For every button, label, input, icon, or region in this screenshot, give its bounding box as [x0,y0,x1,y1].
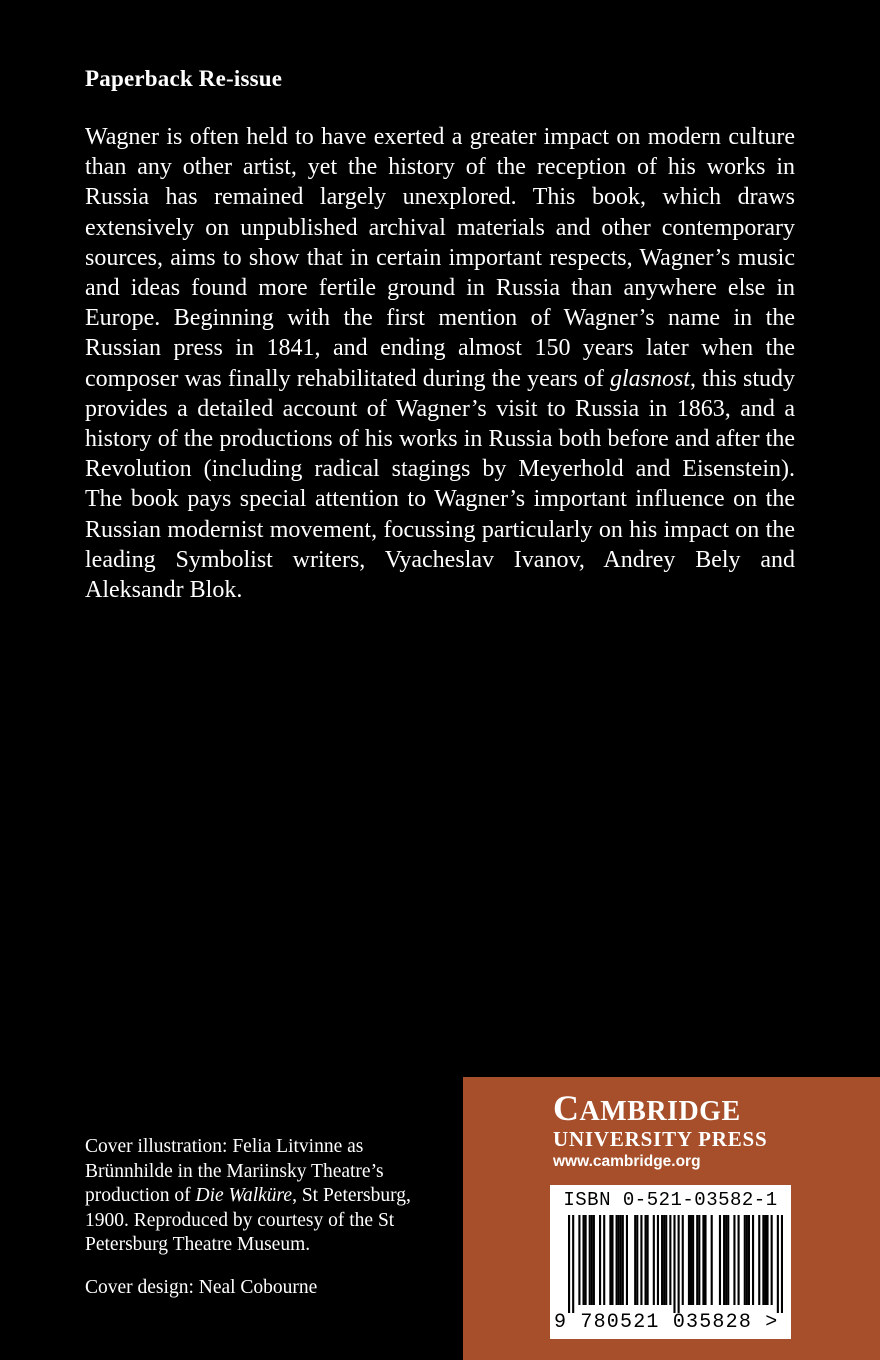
barcode-bars [568,1215,783,1313]
isbn-text: ISBN 0-521-03582-1 [563,1189,778,1211]
description-text-part-2: , this study provides a detailed account of Wagner’s visit to Russia in 1863, and a history of the productions of his works in Russia both before and after the Revolution (including radical stagings by Meyerhold and Eisenstein). The book pays special attention to Wagner’s important influence on the Russian modernist movement, focussing particularly on his impact on the leading Symbolist writers, Vyacheslav Ivanov, Andrey Bely and Aleksandr Blok. [85,365,796,604]
barcode-bar [738,1215,740,1305]
barcode-bar [661,1215,663,1305]
barcode-bar [673,1215,675,1313]
publisher-name-rest: AMBRIDGE [579,1096,741,1127]
barcode-bar [647,1215,649,1305]
barcode-bar [603,1215,605,1305]
barcode-bar [616,1215,618,1305]
barcode-bar [727,1215,729,1305]
barcode-bar [719,1215,721,1305]
barcode-bar [663,1215,665,1305]
barcode-bar [752,1215,754,1305]
barcode-bar [653,1215,655,1305]
barcode-bar [725,1215,727,1305]
barcode-bar [702,1215,704,1305]
publisher-name-initial: C [553,1088,580,1128]
barcode-bar [665,1215,667,1305]
barcode-bar [711,1215,713,1305]
barcode-bar [585,1215,587,1305]
ean-number: 9 780521 035828 > [554,1311,779,1334]
barcode-bar [589,1215,591,1305]
section-heading: Paperback Re-issue [85,66,283,91]
barcode-bar [634,1215,636,1305]
credit-italic-title: Die Walküre [195,1185,293,1206]
barcode-bar [692,1215,694,1305]
barcode-bar [766,1215,768,1305]
barcode-bar [678,1215,680,1313]
publisher-url: www.cambridge.org [553,1153,701,1170]
barcode-bar [636,1215,638,1305]
barcode-bar [611,1215,613,1305]
barcode-bar [733,1215,735,1305]
barcode-bar [762,1215,764,1305]
barcode-bar [696,1215,698,1305]
barcode-bar [599,1215,601,1305]
barcode-bar [704,1215,706,1305]
barcode-bar [690,1215,692,1305]
barcode-bar [568,1215,570,1313]
barcode-bar [723,1215,725,1305]
barcode-bar [572,1215,574,1313]
barcode-bar [609,1215,611,1305]
barcode-bar [620,1215,622,1305]
publisher-subtitle: UNIVERSITY PRESS [553,1127,768,1151]
barcode-bar [746,1215,748,1305]
barcode-bar [777,1215,779,1313]
barcode-bar [618,1215,620,1305]
barcode-bar [644,1215,646,1305]
barcode-bar [764,1215,766,1305]
description-text-part-1: Wagner is often held to have exerted a greater impact on modern culture than any other artist, yet the history of the reception of his works in Russia has remained largely unexplored. This book, which draws extensively on unpublished archival materials and other contemporary sources, aims to show that in certain important respects, Wagner’s music and ideas found more fertile ground in Russia than anywhere else in Europe. Beginning with the first mention of Wagner’s name in the Russian press in 1841, and ending almost 150 years later when the composer was finally rehabilitated during the years of [85,124,795,392]
barcode-bar [578,1215,580,1305]
cover-design-credit: Cover design: Neal Cobourne [85,1277,318,1298]
publisher-panel [463,1077,880,1360]
barcode-bar [582,1215,584,1305]
credit-text-part-1: Cover illustration: Felia Litvinne as Brünnhilde in the Mariinsky Theatre’s production of [85,1136,384,1206]
barcode-bar [657,1215,659,1305]
book-description [85,122,795,605]
barcode-label [550,1185,791,1339]
barcode-bar [771,1215,773,1305]
barcode-bar [640,1215,642,1305]
barcode-bar [669,1215,671,1305]
barcode-bar [781,1215,783,1313]
credit-text-part-2: , St Petersburg, 1900. Reproduced by courtesy of the St Petersburg Theatre Museum. [85,1185,411,1255]
barcode-bar [626,1215,628,1305]
cover-illustration-credit [85,1135,455,1258]
barcode-bar [758,1215,760,1305]
barcode-bar [744,1215,746,1305]
barcode-bar [682,1215,684,1305]
barcode-bar [748,1215,750,1305]
barcode-bar [593,1215,595,1305]
barcode-bar [622,1215,624,1305]
barcode-bar [591,1215,593,1305]
barcode-bar [698,1215,700,1305]
barcode-bar [688,1215,690,1305]
description-italic-term: glasnost [610,365,691,392]
publisher-name [553,1087,741,1129]
